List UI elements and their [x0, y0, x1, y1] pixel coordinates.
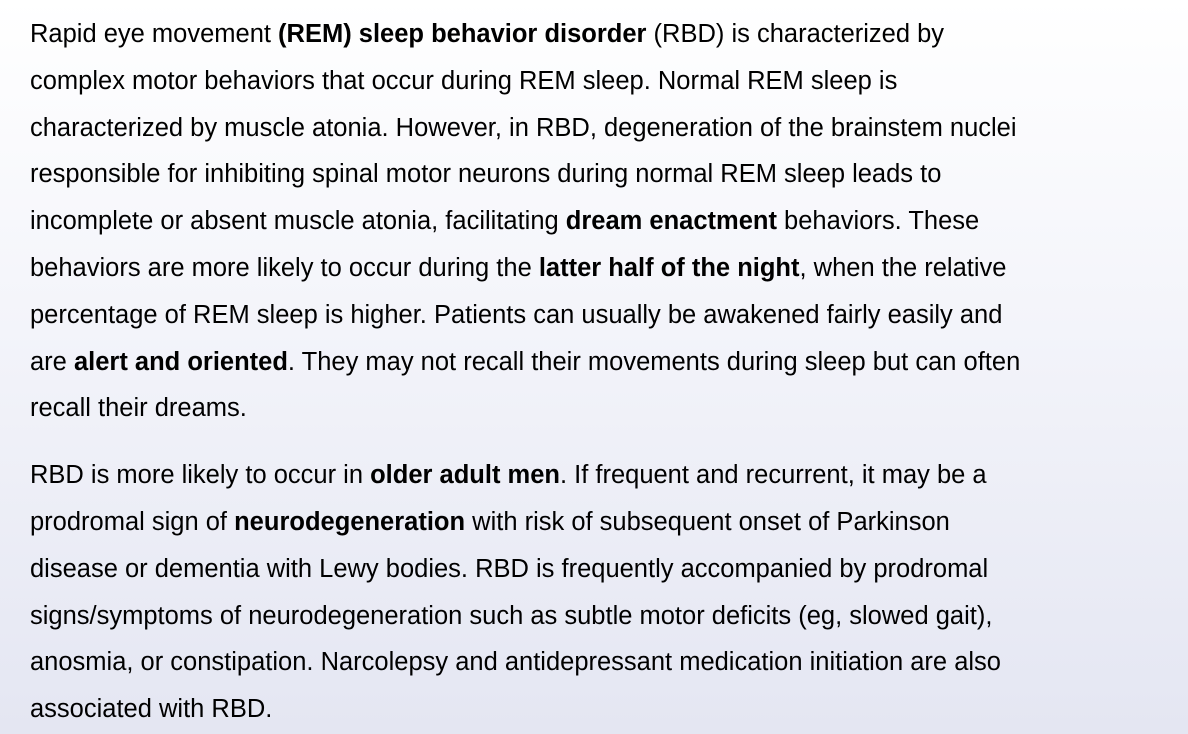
text-span: with risk of subsequent onset of Parkinson	[465, 507, 950, 536]
text-span: percentage of REM sleep is higher. Patients can usually be awakened fairly easily and	[30, 300, 1003, 329]
text-line	[30, 105, 1182, 152]
text-span: characterized by muscle atonia. However, in RBD, degeneration of the brainstem nuclei	[30, 113, 1017, 142]
explanation-text	[30, 11, 1182, 733]
text-line	[30, 11, 1182, 58]
text-span: behaviors. These	[776, 207, 980, 236]
text-span: , when the relative	[799, 253, 1007, 282]
text-line	[30, 499, 1182, 546]
paragraph	[30, 11, 1182, 432]
text-span: behaviors are more likely to occur during the	[30, 253, 539, 282]
bold-text: older adult men	[370, 461, 560, 490]
text-span: (RBD) is characterized by	[646, 20, 945, 48]
text-span: RBD is more likely to occur in	[30, 461, 371, 490]
text-span: are	[30, 347, 74, 376]
text-line	[30, 292, 1182, 339]
text-line	[30, 198, 1182, 245]
text-line	[30, 593, 1182, 640]
text-span: . They may not recall their movements during sleep but can often	[287, 347, 1021, 376]
bold-text: dream enactment	[565, 207, 777, 236]
text-span: anosmia, or constipation. Narcolepsy and antidepressant medication initiation are also	[30, 648, 1001, 677]
text-line	[30, 639, 1182, 686]
bold-text: alert and oriented	[73, 347, 288, 376]
text-line	[30, 686, 1182, 733]
paragraph	[30, 452, 1182, 733]
text-line	[30, 452, 1182, 499]
text-line	[30, 151, 1182, 198]
text-span: complex motor behaviors that occur during REM sleep. Normal REM sleep is	[30, 66, 898, 95]
bold-text: (REM) sleep behavior disorder	[278, 20, 647, 48]
text-span: prodromal sign of	[30, 507, 235, 536]
text-line	[30, 546, 1182, 593]
text-span: incomplete or absent muscle atonia, facilitating	[30, 207, 566, 236]
text-span: disease or dementia with Lewy bodies. RBD is frequently accompanied by prodromal	[30, 554, 989, 583]
text-span: . If frequent and recurrent, it may be a	[559, 461, 987, 490]
text-line	[30, 245, 1182, 292]
text-line	[30, 385, 1182, 432]
text-span: signs/symptoms of neurodegeneration such as subtle motor deficits (eg, slowed gait),	[30, 601, 993, 630]
bold-text: neurodegeneration	[234, 507, 466, 536]
text-line	[30, 58, 1182, 105]
text-span: associated with RBD.	[30, 695, 273, 724]
text-span: responsible for inhibiting spinal motor neurons during normal REM sleep leads to	[30, 160, 942, 189]
bold-text: latter half of the night	[538, 253, 800, 282]
text-line	[30, 339, 1182, 386]
text-span: recall their dreams.	[30, 394, 247, 423]
text-span: Rapid eye movement	[30, 20, 279, 48]
